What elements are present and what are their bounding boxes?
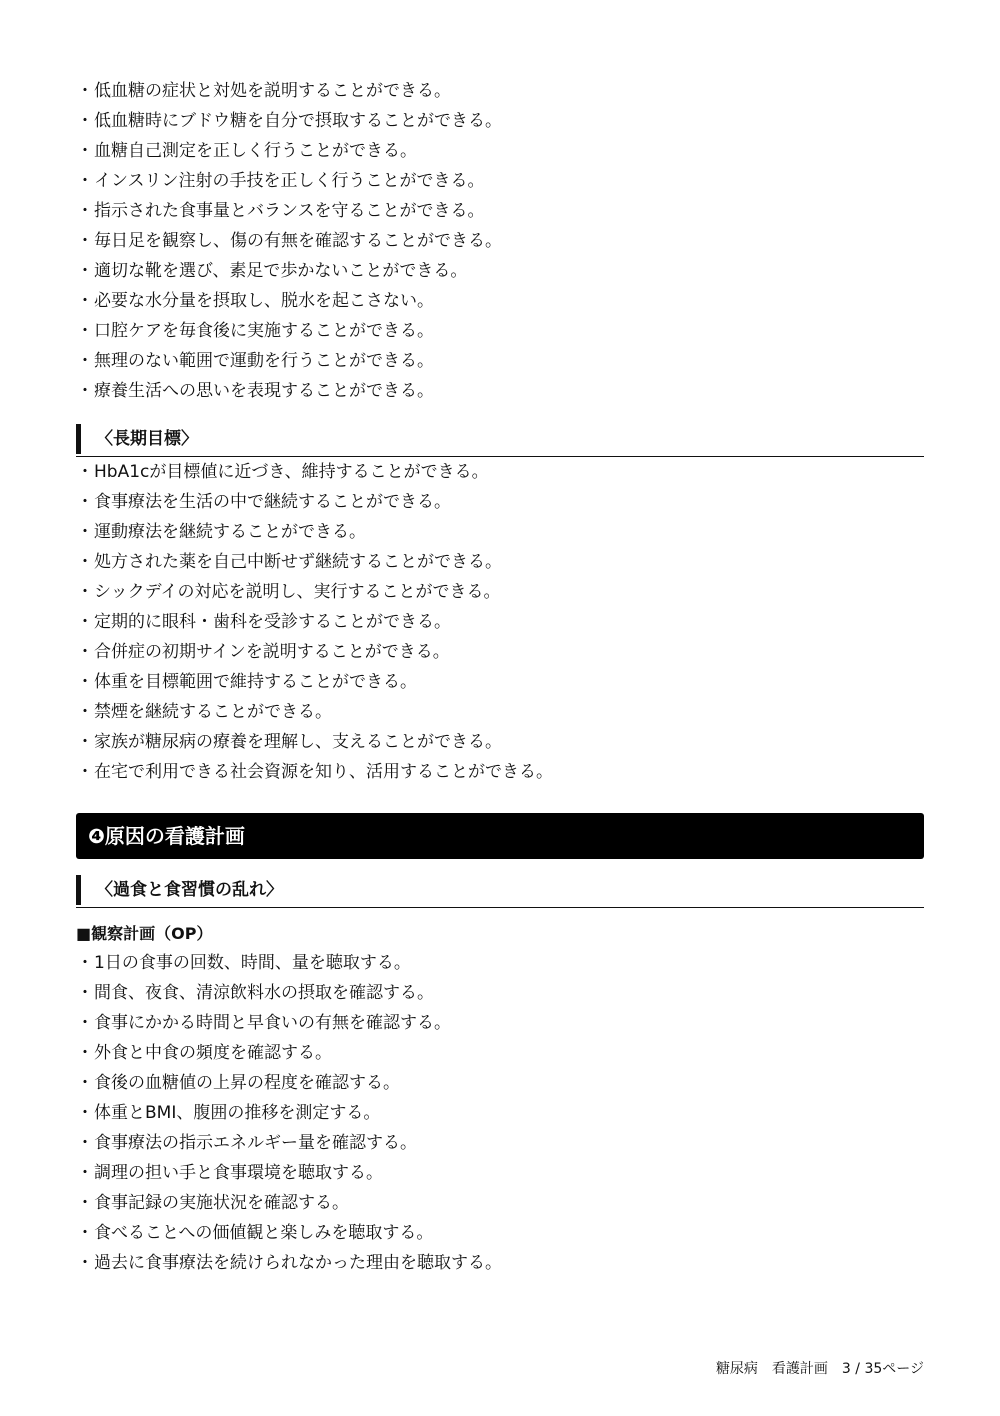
bullet: ・ xyxy=(76,1253,94,1273)
bullet: ・ xyxy=(76,1103,94,1123)
list-item: ・低血糖時にブドウ糖を自分で摂取することができる。 xyxy=(76,106,924,136)
observation-plan-list xyxy=(76,948,924,1278)
bullet: ・ xyxy=(76,462,94,482)
list-item: ・口腔ケアを毎食後に実施することができる。 xyxy=(76,316,924,346)
list-item: ・間食、夜食、清涼飲料水の摂取を確認する。 xyxy=(76,978,924,1008)
list-item: ・合併症の初期サインを説明することができる。 xyxy=(76,637,924,667)
long-term-goals-list xyxy=(76,457,924,787)
bullet: ・ xyxy=(76,983,94,1003)
short-term-goals-list xyxy=(76,76,924,406)
section-title-bar xyxy=(76,813,924,859)
list-item: ・療養生活への思いを表現することができる。 xyxy=(76,376,924,406)
list-item: ・在宅で利用できる社会資源を知り、活用することができる。 xyxy=(76,757,924,787)
bullet: ・ xyxy=(76,642,94,662)
bullet: ・ xyxy=(76,81,94,101)
list-item: ・食事療法の指示エネルギー量を確認する。 xyxy=(76,1128,924,1158)
page-footer: 糖尿病 看護計画 3 / 35ページ xyxy=(715,1361,924,1377)
list-item: ・食事療法を生活の中で継続することができる。 xyxy=(76,487,924,517)
list-item: ・指示された食事量とバランスを守ることができる。 xyxy=(76,196,924,226)
list-item: ・禁煙を継続することができる。 xyxy=(76,697,924,727)
list-item: ・血糖自己測定を正しく行うことができる。 xyxy=(76,136,924,166)
observation-plan-title: ■観察計画（OP） xyxy=(76,924,213,943)
bullet: ・ xyxy=(76,111,94,131)
heading-accent-bar xyxy=(76,875,81,905)
bullet: ・ xyxy=(76,321,94,341)
overeating-heading: 〈過食と食習慣の乱れ〉 xyxy=(76,873,924,908)
list-item: ・定期的に眼科・歯科を受診することができる。 xyxy=(76,607,924,637)
list-item: ・食事記録の実施状況を確認する。 xyxy=(76,1188,924,1218)
bullet: ・ xyxy=(76,612,94,632)
list-item: ・1日の食事の回数、時間、量を聴取する。 xyxy=(76,948,924,978)
bullet: ・ xyxy=(76,171,94,191)
bullet: ・ xyxy=(76,732,94,752)
bullet: ・ xyxy=(76,953,94,973)
list-item: ・外食と中食の頻度を確認する。 xyxy=(76,1038,924,1068)
bullet: ・ xyxy=(76,351,94,371)
bullet: ・ xyxy=(76,702,94,722)
list-item: ・適切な靴を選び、素足で歩かないことができる。 xyxy=(76,256,924,286)
list-item: ・インスリン注射の手技を正しく行うことができる。 xyxy=(76,166,924,196)
list-item: ・過去に食事療法を続けられなかった理由を聴取する。 xyxy=(76,1248,924,1278)
bullet: ・ xyxy=(76,1223,94,1243)
bullet: ・ xyxy=(76,582,94,602)
list-item: ・必要な水分量を摂取し、脱水を起こさない。 xyxy=(76,286,924,316)
list-item: ・体重とBMI、腹囲の推移を測定する。 xyxy=(76,1098,924,1128)
list-item: ・食事にかかる時間と早食いの有無を確認する。 xyxy=(76,1008,924,1038)
list-item: ・運動療法を継続することができる。 xyxy=(76,517,924,547)
list-item: ・低血糖の症状と対処を説明することができる。 xyxy=(76,76,924,106)
list-item: ・シックデイの対応を説明し、実行することができる。 xyxy=(76,577,924,607)
bullet: ・ xyxy=(76,1013,94,1033)
bullet: ・ xyxy=(76,492,94,512)
section-title: ❹原因の看護計画 xyxy=(88,824,245,848)
bullet: ・ xyxy=(76,1133,94,1153)
heading-accent-bar xyxy=(76,424,81,454)
list-item: ・HbA1cが目標値に近づき、維持することができる。 xyxy=(76,457,924,487)
list-item: ・無理のない範囲で運動を行うことができる。 xyxy=(76,346,924,376)
list-item: ・体重を目標範囲で維持することができる。 xyxy=(76,667,924,697)
bullet: ・ xyxy=(76,552,94,572)
bullet: ・ xyxy=(76,291,94,311)
list-item: ・食後の血糖値の上昇の程度を確認する。 xyxy=(76,1068,924,1098)
list-item: ・家族が糖尿病の療養を理解し、支えることができる。 xyxy=(76,727,924,757)
bullet: ・ xyxy=(76,381,94,401)
bullet: ・ xyxy=(76,1163,94,1183)
bullet: ・ xyxy=(76,231,94,251)
list-item: ・食べることへの価値観と楽しみを聴取する。 xyxy=(76,1218,924,1248)
list-item: ・調理の担い手と食事環境を聴取する。 xyxy=(76,1158,924,1188)
list-item: ・毎日足を観察し、傷の有無を確認することができる。 xyxy=(76,226,924,256)
bullet: ・ xyxy=(76,1043,94,1063)
bullet: ・ xyxy=(76,522,94,542)
bullet: ・ xyxy=(76,672,94,692)
bullet: ・ xyxy=(76,141,94,161)
bullet: ・ xyxy=(76,201,94,221)
document-page xyxy=(76,76,924,1278)
bullet: ・ xyxy=(76,1073,94,1093)
bullet: ・ xyxy=(76,261,94,281)
bullet: ・ xyxy=(76,762,94,782)
long-term-goals-heading: 〈長期目標〉 xyxy=(76,422,924,457)
list-item: ・処方された薬を自己中断せず継続することができる。 xyxy=(76,547,924,577)
bullet: ・ xyxy=(76,1193,94,1213)
